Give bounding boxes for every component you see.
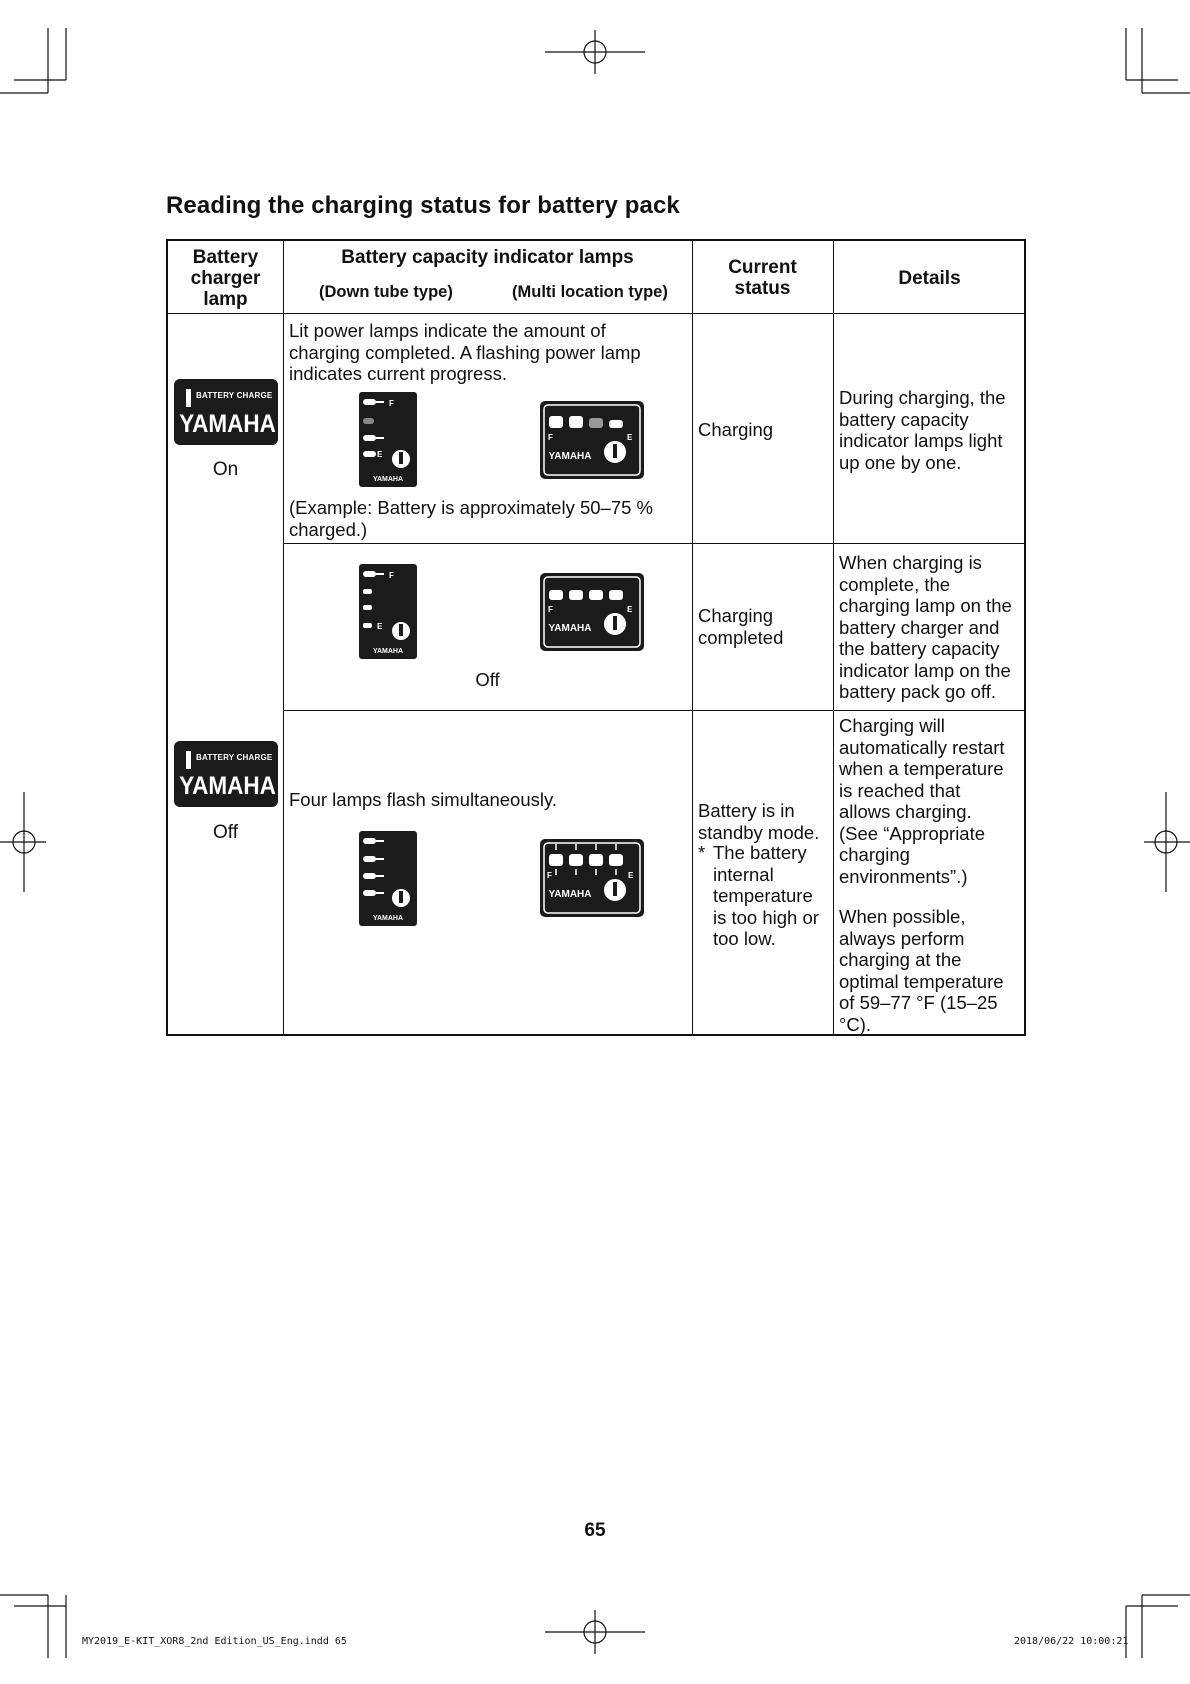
svg-text:YAMAHA: YAMAHA bbox=[372, 476, 404, 483]
charging-status-table bbox=[166, 239, 1026, 1036]
row3-status: Battery is in standby mode. bbox=[698, 800, 820, 843]
row1-example-text: (Example: Battery is approximately 50–75 % charged.) bbox=[289, 497, 654, 540]
svg-text:F: F bbox=[548, 433, 553, 442]
svg-text:F: F bbox=[389, 399, 394, 408]
svg-text:E: E bbox=[628, 871, 634, 880]
row2-lamps-text: Off bbox=[475, 669, 500, 690]
footer-filename: MY2019_E-KIT_XOR8_2nd Edition_US_Eng.indd 65 bbox=[82, 1636, 347, 1647]
svg-text:E: E bbox=[377, 450, 383, 459]
row1-status: Charging bbox=[698, 419, 774, 440]
multi-location-indicator-flash-icon bbox=[539, 838, 645, 918]
charge-led-icon bbox=[186, 389, 191, 407]
header-multi-location: (Multi location type) bbox=[512, 283, 668, 301]
row2-details: When charging is complete, the charging lamp on the battery charger and the battery capacity indicator lamp on the battery pack go off. bbox=[839, 552, 1012, 702]
row1-details: During charging, the battery capacity indicator lamps light up one by one. bbox=[839, 387, 1006, 473]
svg-text:E: E bbox=[627, 433, 633, 442]
row3-details-extra: When possible, always perform charging at the optimal temperature of 59–77 °F (15–25 °C). bbox=[839, 906, 1004, 1035]
charger-lamp-on: On bbox=[212, 459, 239, 480]
header-details: Details bbox=[898, 268, 961, 289]
svg-text:E: E bbox=[627, 605, 633, 614]
row3-details: Charging will automatically restart when a temperature is reached that allows charging. (See “Appropriate charging environments”.) bbox=[839, 715, 1005, 887]
svg-text:YAMAHA: YAMAHA bbox=[372, 648, 404, 655]
battery-charge-badge-off: BATTERY CHARGE YAMAHA bbox=[174, 741, 278, 807]
svg-text:YAMAHA: YAMAHA bbox=[372, 915, 404, 922]
page-number: 65 bbox=[584, 1520, 606, 1541]
multi-location-indicator-icon bbox=[539, 400, 645, 480]
battery-charge-badge: BATTERY CHARGE YAMAHA bbox=[174, 379, 278, 445]
down-tube-indicator-flash-icon bbox=[358, 830, 418, 928]
charge-led-icon bbox=[186, 751, 191, 769]
row3-lamps-text: Four lamps flash simultaneously. bbox=[289, 789, 558, 810]
header-charger-lamp: Battery charger lamp bbox=[190, 247, 261, 310]
footer-timestamp: 2018/06/22 10:00:21 bbox=[1014, 1636, 1129, 1647]
svg-text:YAMAHA: YAMAHA bbox=[548, 889, 592, 900]
row2-status: Charging completed bbox=[698, 605, 784, 648]
header-down-tube: (Down tube type) bbox=[319, 283, 453, 301]
down-tube-indicator-icon bbox=[358, 391, 418, 489]
row1-lamps-text: Lit power lamps indicate the amount of charging completed. A flashing power lamp indicates current progress. bbox=[289, 320, 641, 384]
svg-text:YAMAHA: YAMAHA bbox=[548, 451, 592, 462]
header-current-status: Current status bbox=[728, 257, 797, 299]
page-title: Reading the charging status for battery pack bbox=[166, 192, 680, 219]
svg-text:F: F bbox=[547, 871, 552, 880]
svg-text:F: F bbox=[389, 571, 394, 580]
header-indicator-lamps: Battery capacity indicator lamps bbox=[341, 247, 634, 268]
multi-location-indicator-off-icon bbox=[539, 572, 645, 652]
svg-text:F: F bbox=[548, 605, 553, 614]
svg-text:E: E bbox=[377, 622, 383, 631]
down-tube-indicator-off-icon bbox=[358, 563, 418, 661]
charger-lamp-off: Off bbox=[213, 822, 238, 843]
svg-text:YAMAHA: YAMAHA bbox=[548, 623, 592, 634]
row3-status-note: * The battery internal temperature is too high or too low. bbox=[698, 842, 819, 949]
